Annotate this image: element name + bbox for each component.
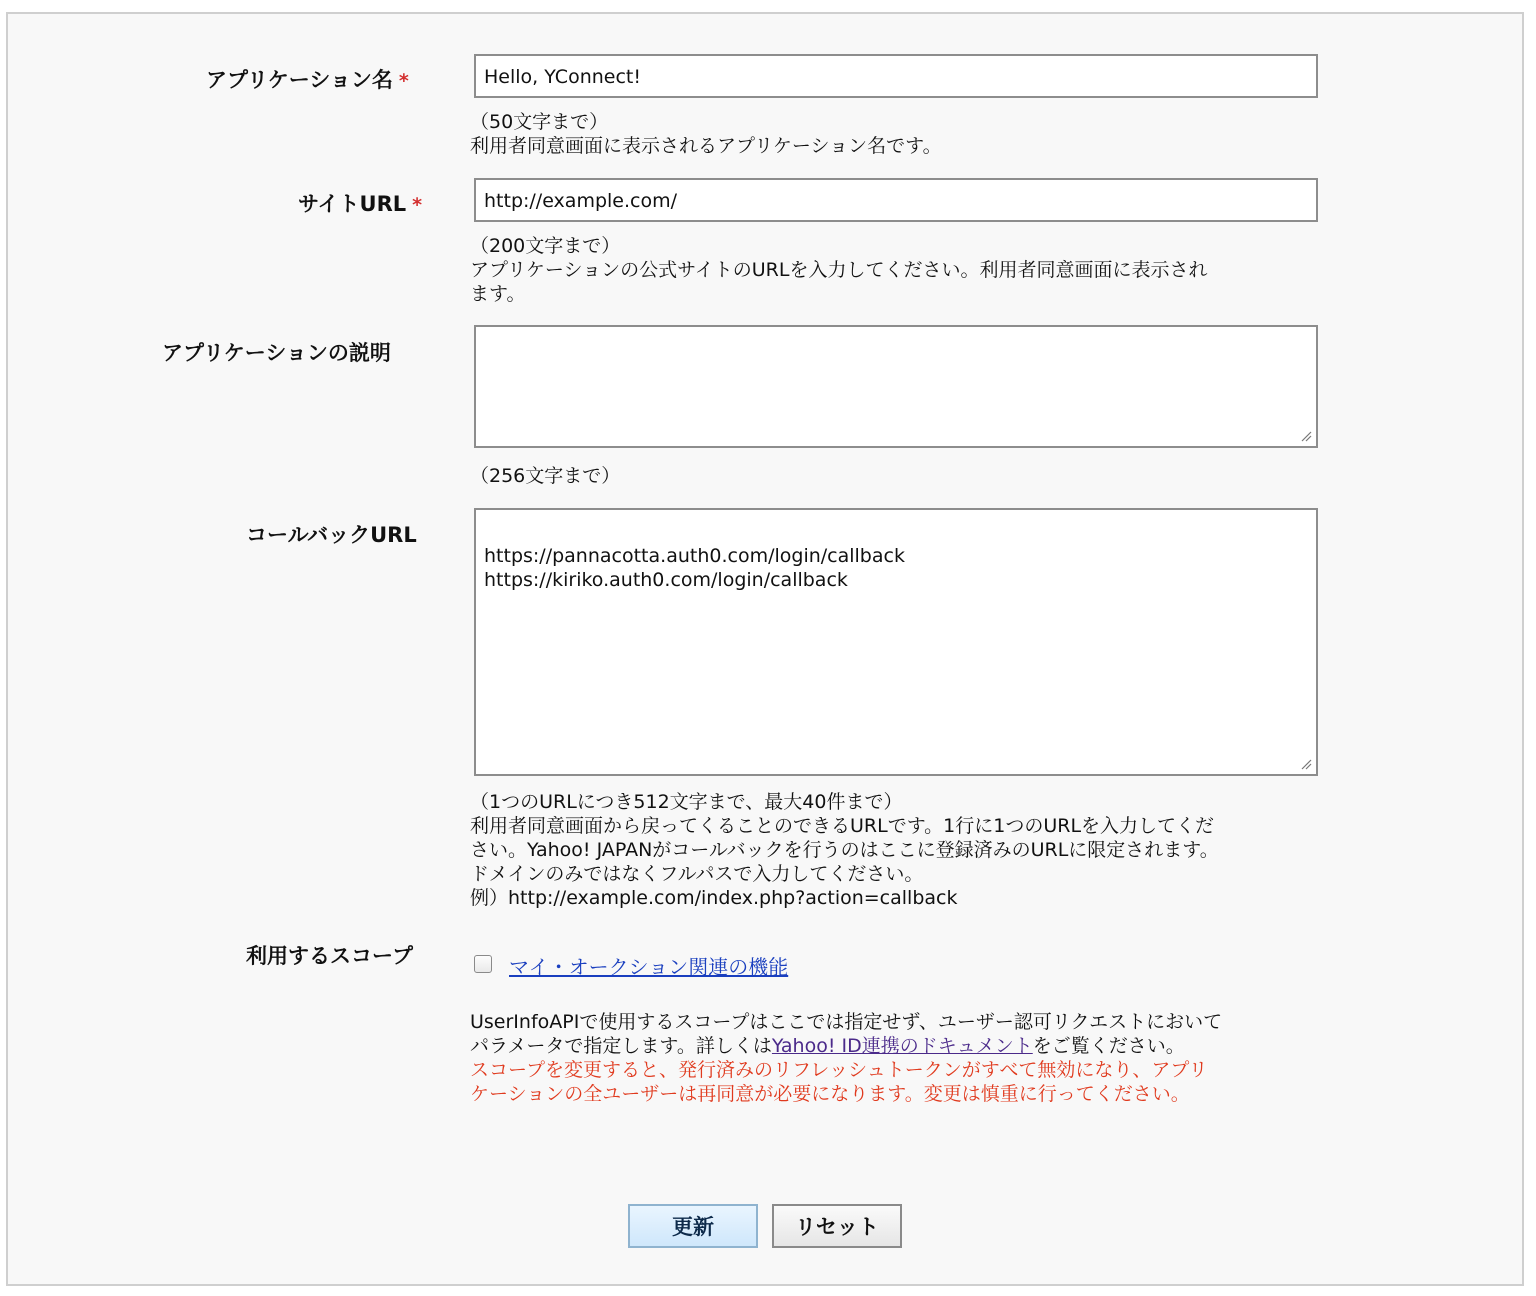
callback-label: コールバックURL	[246, 523, 417, 547]
callback-note	[470, 790, 1290, 910]
scope-checkbox[interactable]	[474, 955, 492, 973]
callback-help-3: ドメインのみではなくフルパスで入力してください。	[470, 863, 924, 885]
app-name-input[interactable]: Hello, YConnect!	[474, 54, 1318, 98]
reset-button[interactable]: リセット	[772, 1204, 902, 1248]
callback-help-2: さい。Yahoo! JAPANがコールバックを行うのはここに登録済みのURLに限定されます。	[470, 839, 1219, 861]
description-limit: （256文字まで）	[470, 465, 621, 487]
scope-note-2: パラメータで指定します。詳しくはYahoo! ID連携のドキュメントをご覧ください。	[470, 1035, 1185, 1057]
update-button[interactable]: 更新	[628, 1204, 758, 1248]
callback-help-1: 利用者同意画面から戻ってくることのできるURLです。1行に1つのURLを入力してくだ	[470, 815, 1215, 837]
required-mark: *	[412, 194, 423, 216]
description-textarea[interactable]	[474, 325, 1318, 448]
resize-handle-icon[interactable]	[1300, 430, 1312, 442]
callback-value: https://pannacotta.auth0.com/login/callback https://kiriko.auth0.com/login/callback	[484, 545, 905, 591]
scope-warning-1: スコープを変更すると、発行済みのリフレッシュトークンがすべて無効になり、アプリ	[470, 1059, 1208, 1081]
callback-textarea[interactable]	[474, 508, 1318, 776]
yahoo-id-docs-link[interactable]: Yahoo! ID連携のドキュメント	[771, 1035, 1033, 1057]
resize-handle-icon[interactable]	[1300, 758, 1312, 770]
app-name-note	[470, 110, 1290, 158]
site-url-label: サイトURL *	[298, 192, 423, 216]
site-url-note	[470, 234, 1290, 306]
scope-warning-2: ケーションの全ユーザーは再同意が必要になります。変更は慎重に行ってください。	[470, 1083, 1190, 1105]
callback-example: 例）http://example.com/index.php?action=callback	[470, 887, 958, 909]
scope-note-1: UserInfoAPIで使用するスコープはここでは指定せず、ユーザー認可リクエストにおいて	[470, 1011, 1223, 1033]
site-url-help-1: アプリケーションの公式サイトのURLを入力してください。利用者同意画面に表示され	[470, 259, 1208, 281]
description-label: アプリケーションの説明	[162, 341, 391, 365]
required-mark: *	[398, 70, 409, 92]
site-url-input[interactable]: http://example.com/	[474, 178, 1318, 222]
scope-label: 利用するスコープ	[246, 944, 413, 968]
site-url-help-2: ます。	[470, 283, 526, 305]
scope-option-link[interactable]: マイ・オークション関連の機能	[509, 955, 789, 979]
callback-limit: （1つのURLにつき512文字まで、最大40件まで）	[470, 791, 903, 813]
app-name-label: アプリケーション名 *	[206, 68, 409, 92]
app-name-help: 利用者同意画面に表示されるアプリケーション名です。	[470, 135, 942, 157]
scope-note	[470, 1010, 1300, 1106]
site-url-limit: （200文字まで）	[470, 235, 621, 257]
app-name-limit: （50文字まで）	[470, 111, 609, 133]
